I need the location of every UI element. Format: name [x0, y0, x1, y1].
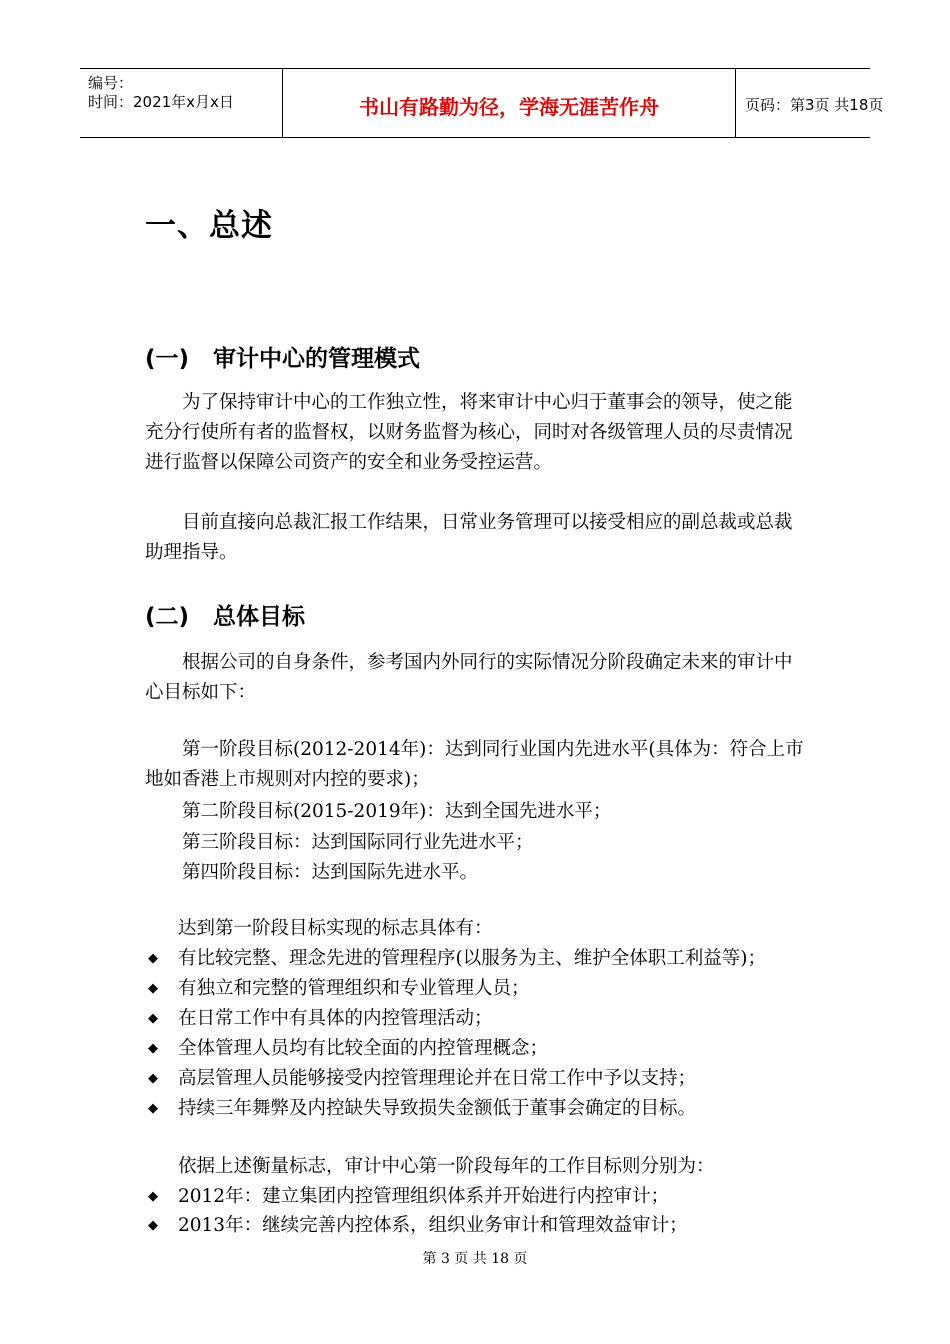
section-heading-1 [145, 340, 420, 373]
list-item [148, 1004, 493, 1030]
document-number-label: 编号： [88, 74, 134, 92]
paragraph-text: 根据公司的自身条件，参考国内外同行的实际情况分阶段确定未来的审计中心目标如下： [145, 652, 793, 703]
list-item-text: 有比较完整、理念先进的管理程序(以服务为主、维护全体职工利益等)； [178, 948, 766, 969]
section-number: (一) [145, 346, 190, 372]
diamond-bullet-icon: ◆ [148, 951, 158, 966]
list-item [148, 944, 766, 970]
diamond-bullet-icon: ◆ [148, 981, 158, 996]
yearly-intro: 依据上述衡量标志，审计中心第一阶段每年的工作目标则分别为： [178, 1156, 715, 1177]
section-number: (二) [145, 604, 190, 630]
list-item-text: 高层管理人员能够接受内控管理理论并在日常工作中予以支持； [178, 1068, 697, 1089]
list-item [148, 1064, 696, 1090]
document-date: 时间：2021年x月x日 [88, 93, 234, 111]
list-item [148, 1211, 688, 1237]
diamond-bullet-icon: ◆ [148, 1101, 158, 1116]
diamond-bullet-icon: ◆ [148, 1071, 158, 1086]
paragraph-text: 目前直接向总裁汇报工作结果，日常业务管理可以接受相应的副总裁或总裁助理指导。 [145, 512, 793, 563]
paragraph [145, 388, 810, 478]
header-page-info: 页码：第3页 共18页 [745, 96, 884, 114]
page-footer: 第 3 页 共 18 页 [422, 1251, 528, 1267]
list-item-text: 全体管理人员均有比较全面的内控管理概念； [178, 1038, 549, 1059]
page-header [80, 68, 884, 138]
chapter-title: 一、总述 [145, 208, 273, 244]
list-item [148, 1034, 548, 1060]
header-info-cell [80, 69, 282, 137]
section-heading-2 [145, 598, 305, 631]
list-item [148, 974, 530, 1000]
header-motto-cell [282, 69, 736, 137]
paragraph-text: 为了保持审计中心的工作独立性，将来审计中心归于董事会的领导，使之能充分行使所有者的监督权，以财务监督为核心，同时对各级管理人员的尽责情况进行监督以保障公司资产的安全和业务受控运营。 [145, 392, 793, 473]
header-motto: 书山有路勤为径，学海无涯苦作舟 [359, 95, 659, 119]
stage-goal-text: 第一阶段目标(2012-2014年)：达到同行业国内先进水平(具体为：符合上市地如香港上市规则对内控的要求)； [145, 739, 804, 790]
header-page-cell [735, 69, 884, 137]
section-title: 审计中心的管理模式 [213, 346, 420, 372]
section-title: 总体目标 [213, 604, 305, 630]
list-item-text: 2012年：建立集团内控管理组织体系并开始进行内控审计； [178, 1186, 670, 1207]
list-item-text: 在日常工作中有具体的内控管理活动； [178, 1008, 493, 1029]
diamond-bullet-icon: ◆ [148, 1218, 158, 1233]
stage-goal-4: 第四阶段目标：达到国际先进水平。 [182, 862, 479, 883]
list-item-text: 有独立和完整的管理组织和专业管理人员； [178, 978, 530, 999]
diamond-bullet-icon: ◆ [148, 1041, 158, 1056]
paragraph [145, 648, 810, 708]
stage-goal-2: 第二阶段目标(2015-2019年)：达到全国先进水平； [182, 801, 612, 822]
diamond-bullet-icon: ◆ [148, 1189, 158, 1204]
list-item [148, 1094, 696, 1120]
stage-goal-1 [145, 735, 810, 795]
list-item-text: 持续三年舞弊及内控缺失导致损失金额低于董事会确定的目标。 [178, 1098, 697, 1119]
stage-goal-3: 第三阶段目标：达到国际同行业先进水平； [182, 832, 534, 853]
paragraph [145, 508, 810, 568]
list-item-text: 2013年：继续完善内控体系，组织业务审计和管理效益审计； [178, 1215, 688, 1236]
signs-intro: 达到第一阶段目标实现的标志具体有： [178, 918, 493, 939]
diamond-bullet-icon: ◆ [148, 1011, 158, 1026]
list-item [148, 1182, 669, 1208]
